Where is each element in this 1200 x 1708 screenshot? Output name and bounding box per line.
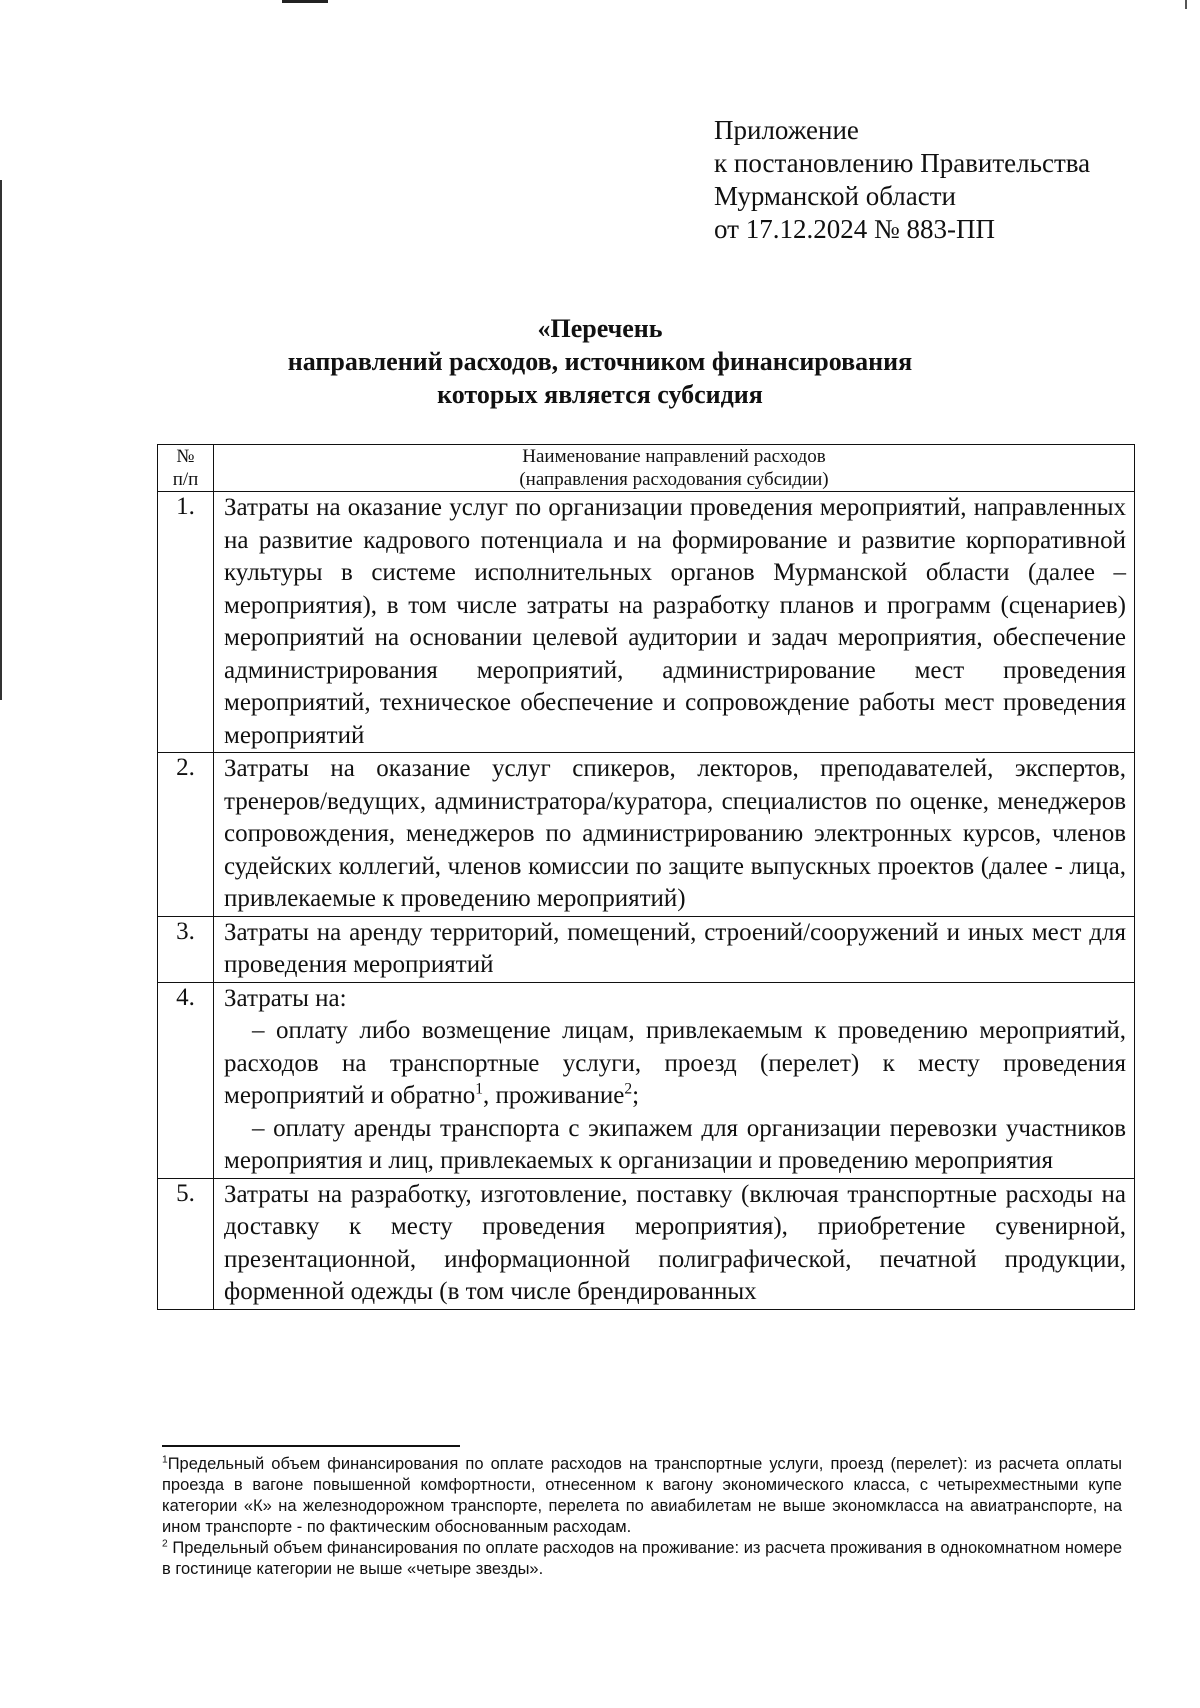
table-row [158, 492, 1135, 753]
table-row [158, 753, 1135, 917]
row-list-item: – оплату аренды транспорта с экипажем для организации перевозки участников мероприятия и лиц, привлекаемых к организации и проведению мероприятия [224, 1114, 1126, 1174]
row-number: 4. [158, 982, 214, 1178]
table-header-row [158, 445, 1135, 492]
appendix-line: к постановлению Правительства [714, 148, 1091, 178]
title-line: которых является субсидия [437, 380, 763, 409]
expense-directions-table [157, 444, 1135, 1310]
appendix-header [714, 114, 1090, 246]
table-row [158, 1178, 1135, 1309]
footnote-ref: 1 [475, 1080, 483, 1098]
row-text: Затраты на аренду территорий, помещений, строений/сооружений и иных мест для проведения мероприятий [214, 916, 1135, 982]
row-number: 2. [158, 753, 214, 917]
table-row [158, 916, 1135, 982]
appendix-line: Приложение [714, 115, 859, 145]
header-number: № п/п [158, 445, 214, 492]
appendix-date-number: от 17.12.2024 № 883-ПП [714, 214, 995, 244]
scan-artifact-left [0, 180, 2, 700]
row-number: 3. [158, 916, 214, 982]
footnote: $^1$Предельный объем финансирования по оплате расходов на транспортные услуги, проезд (перелет): из расчета оплаты проезда в вагоне повышенной комфортности, отнесенном к вагону экономического класса, с четырехместными купе категории «К» на железнодорожном транспорте, перелета по авиабилетам не выше экономкласса на авиатранспорте, на ином транспорте - по фактическим обоснованным расходам. [162, 1454, 1122, 1536]
footnote-separator [162, 1445, 460, 1447]
scan-artifact-top [282, 0, 328, 3]
row-number: 1. [158, 492, 214, 753]
footnote-mark: 2 [162, 1538, 168, 1550]
row-text [214, 982, 1135, 1178]
row-intro: Затраты на: [224, 984, 347, 1012]
appendix-line: Мурманской области [714, 181, 956, 211]
title-line: направлений расходов, источником финансирования [287, 347, 913, 376]
footnote-mark: 1 [162, 1454, 168, 1466]
footnote-ref: 2 [624, 1080, 633, 1098]
document-title [0, 312, 1200, 411]
table-row [158, 982, 1135, 1178]
row-text: Затраты на оказание услуг по организации проведения мероприятий, направленных на развитие кадрового потенциала и на формирование и развитие корпоративной культуры в системе исполнительных органов Мурманской области (далее – мероприятия), в том числе затраты на разработку планов и программ (сценариев) мероприятий на основании целевой аудитории и задач мероприятия, обеспечение администрирования мероприятий, администрирование мест проведения мероприятий, техническое обеспечение и сопровождение работы мест проведения мероприятий [214, 492, 1135, 753]
row-text: Затраты на разработку, изготовление, поставку (включая транспортные расходы на доставку к месту проведения мероприятия), приобретение сувенирной, презентационной, информационной полиграфической, печатной продукции, форменной одежды (в том числе брендированных [214, 1178, 1135, 1309]
row-number: 5. [158, 1178, 214, 1309]
footnotes [162, 1454, 1122, 1580]
title-line: «Перечень [537, 314, 663, 343]
row-text: Затраты на оказание услуг спикеров, лекторов, преподавателей, экспертов, тренеров/ведущих, администратора/куратора, специалистов по оценке, менеджеров сопровождения, менеджеров по администрированию электронных курсов, членов судейских коллегий, членов комиссии по защите выпускных проектов (далее - лица, привлекаемые к проведению мероприятий) [214, 753, 1135, 917]
header-name: Наименование направлений расходов (направления расходования субсидии) [214, 445, 1135, 492]
scan-artifact-right [1185, 0, 1187, 9]
footnote: $^2$ Предельный объем финансирования по оплате расходов на проживание: из расчета проживания в однокомнатном номере в гостинице категории не выше «четыре звезды». [162, 1538, 1122, 1578]
row-list-item: – оплату либо возмещение лицам, привлекаемым к проведению мероприятий, расходов на транспортные услуги, проезд (перелет) к месту проведения мероприятий и обратно$^1$, проживание$^2$; [224, 1017, 1126, 1109]
